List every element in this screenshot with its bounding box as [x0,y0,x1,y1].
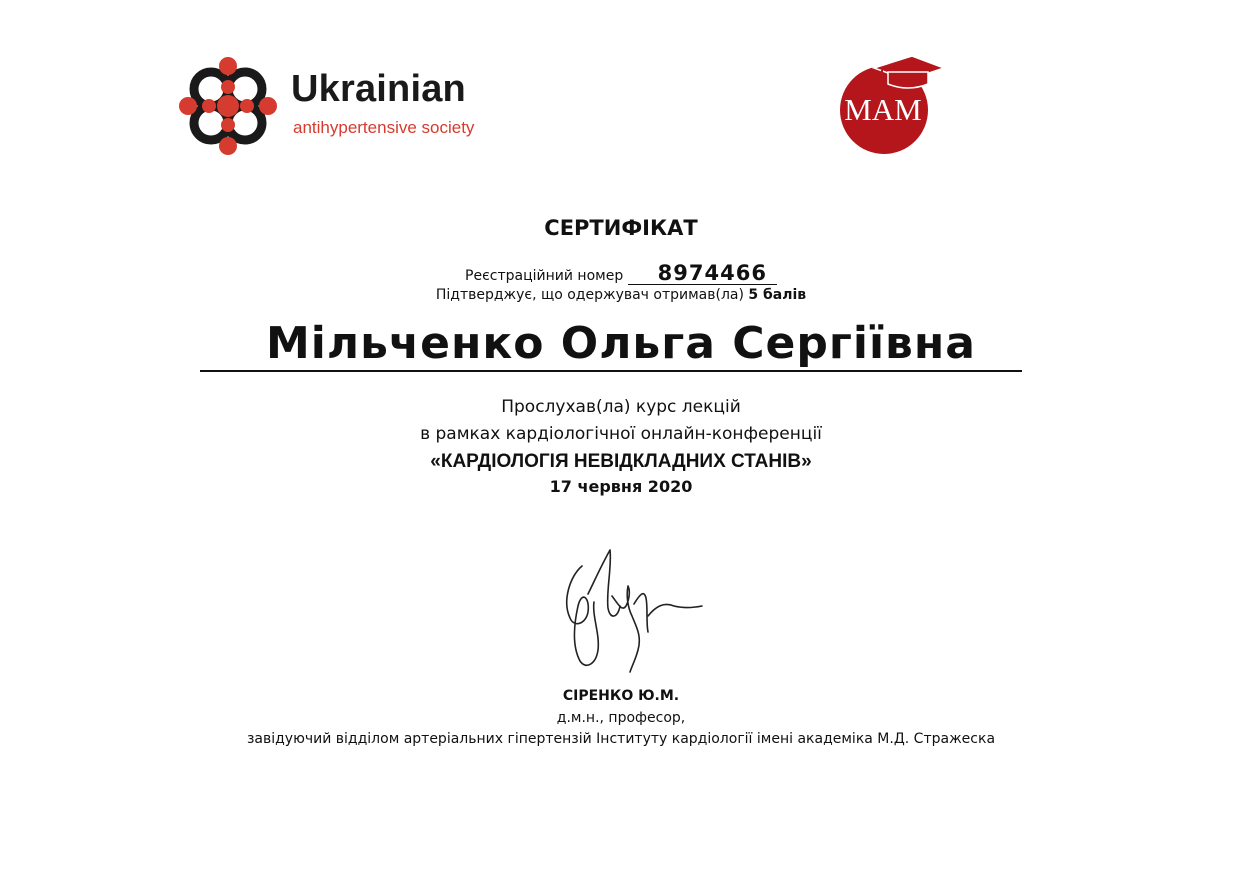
recipient-name-underline [200,370,1022,372]
ukrainian-antihypertensive-society-logo [178,56,508,156]
signer-name: СІРЕНКО Ю.М. [562,688,680,704]
points-value: 5 балів [748,287,807,303]
recipient-name: Мільченко Ольга Сергіївна [266,318,976,369]
signer-position: завідуючий відділом артеріальних гіпертензій Інституту кардіології імені академіка М.Д. Стражеска [246,731,996,747]
confirmation-text: Підтверджує, що одержувач отримав(ла) [435,287,744,303]
signature-image [552,546,712,676]
society-emblem-icon [178,56,278,156]
registration-line [0,262,1242,285]
certificate-title: СЕРТИФІКАТ [544,216,698,240]
society-logo-subtitle: antihypertensive society [293,118,475,137]
mam-logo-text: MAM [844,92,922,127]
listened-text: Прослухав(ла) курс лекцій [501,397,741,417]
confirmation-line [0,287,1242,303]
conference-date: 17 червня 2020 [549,477,693,496]
mam-logo [836,54,948,156]
signer-degree: д.м.н., професор, [556,710,686,726]
conference-name: «КАРДІОЛОГІЯ НЕВІДКЛАДНИХ СТАНІВ» [430,451,812,472]
registration-number: 8974466 [628,262,777,285]
registration-label: Реєстраційний номер [465,268,624,284]
conference-intro-text: в рамках кардіологічної онлайн-конференції [420,424,822,444]
society-logo-title: Ukrainian [291,68,466,110]
